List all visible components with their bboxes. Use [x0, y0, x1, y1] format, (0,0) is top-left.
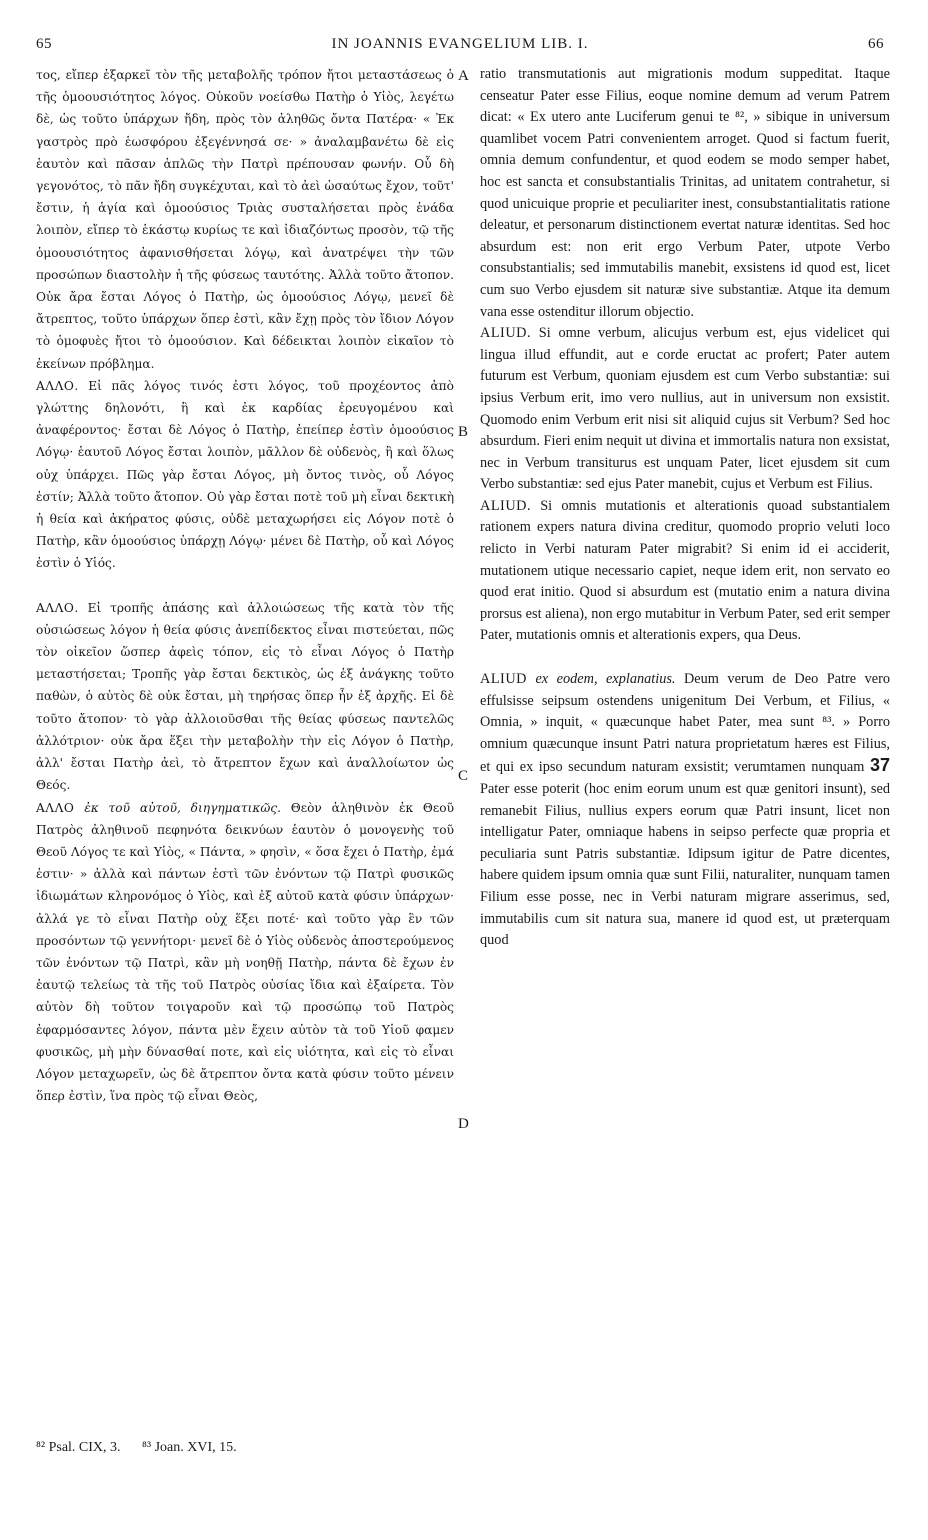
footnote-83: ⁸³ Joan. XVI, 15.: [142, 1440, 237, 1455]
page-number-left: 65: [36, 36, 52, 52]
greek-text-2: Εἰ πᾶς λόγος τινός ἐστι λόγος, τοῦ προχέοντος ἀπὸ γλώττης δηλονότι, ἢ καὶ ἐκ καρδίας ἐρευγομένου καὶ ἀναφέροντος· ἔσται δὲ Λόγος ὁ Πατὴρ, ἐπείπερ ἐστὶν ὁμοούσιος Λόγῳ· ἑαυτοῦ Λόγος ἔσται λοιπὸν, μᾶλλον δὲ οὐδενὸς, ἢ καὶ ὅλως οὐχ ὑπάρχει. Πῶς γὰρ ἔσται Λόγος, μὴ ὄντος τινὸς, οὗ Λόγος ἐστίν; Ἀλλὰ τοῦτο ἄτοπον. Οὐ γὰρ ἔσται ποτὲ τοῦ μὴ εἶναι δεκτικὴ ἡ θεία καὶ ἀκήρατος φύσις, οὐδὲ μεταχωρήσει εἰς Λόγον ποτὲ ὁ Πατὴρ, κἂν ὁμοούσιος ὑπάρχῃ Λόγῳ· μένει δὲ Πατὴρ, οὗ καὶ Λόγος ἐστὶν ὁ Υἱός.: [36, 378, 454, 571]
column-number: 37: [869, 755, 890, 776]
latin-text-4b: Pater esse poterit (hoc enim eorum unum est quæ genitori insunt), sed remanebit Filius, nullius expers eorum quæ Patri insunt, licet non intelligatur Pater, omniaque habens in seipso perfecte quæ propria et peculiaria sunt Patris substantiæ. Idipsum igitur de Patre dicentes, habere quidem ipsum omnia quæ sunt Filii, naturaliter, nunquam tamen Filium esse posse, nec in Verbi naturam migrare asserimus, sed, immutabilis cum sit natura sua, manere id quod est, ut præterquam quod: [480, 781, 890, 949]
latin-heading-3: ALIUD.: [480, 497, 532, 514]
latin-paragraph-1: ratio transmutationis aut migrationis modum suppeditat. Itaque censeatur Pater esse Filius, eoque nomine demum ad verum Patrem dicat: « Ex utero ante Luciferum genui te ⁸², » sibique in universum quamlibet vocem Patri convenientem arroget. Quod si factum fuerit, omnia demum confundentur, et quod eodem se modo semper habet, hoc est sancta et consubstantialis Trinitas, ad unitatem contrahetur, si quod unicuique proprie et peculiariter inest, consubstantialitatis ratione deleatur, et personarum distinctionem evertat naturæ identitas. Sed hoc absurdum est: non erit ergo Verbum Pater, utpote Verbo consubstantialis; sed immutabilis manebit, exsistens id quod est, licet cum suo Verbo ejusdem sit naturæ sive substantiæ. Atque ita demum vana esse ostenditur illorum objectio.: [480, 66, 890, 320]
footnote-82: ⁸² Psal. CIX, 3.: [36, 1440, 121, 1455]
greek-subheading-4: ἐκ τοῦ αὐτοῦ, διηγηματικῶς.: [74, 800, 281, 815]
latin-paragraph-4: [480, 669, 890, 952]
section-marker-d: D: [458, 1116, 469, 1132]
greek-heading-3: ΑΛΛΟ.: [36, 600, 79, 615]
greek-column: [36, 64, 454, 1107]
greek-text-4: Θεὸν ἀληθινὸν ἐκ Θεοῦ Πατρὸς ἀληθινοῦ πεφηνότα δεικνύων ἑαυτὸν ὁ μονογενὴς τοῦ Θεοῦ Λόγος τε καὶ Υἱὸς, « Πάντα, » φησὶν, « ὅσα ἔχει ὁ Πατὴρ, ἐμά ἐστιν· » ἀλλὰ καὶ πάντων ἐστὶ τῶν ἐνόντων τῷ Πατρὶ φυσικῶς ἰδιωμάτων κληρονόμος ὁ Υἱὸς, καὶ ἐξ αὐτοῦ κατὰ φύσιν ὑπάρχων· ἀλλά γε τὸ εἶναι Πατὴρ οὐχ ἕξει ποτέ· καὶ τοῦτο γὰρ ἓν τῶν προσόντων τῷ γεννήτορι· μενεῖ δὲ ὁ Υἱὸς οὐδενὸς ἀποστερούμενος τῶν ἐνόντων τῷ Πατρὶ, κἂν μὴ νοηθῇ Πατὴρ, πάντα δὲ ἔχων ἐν ἑαυτῷ τελείως τὰ τῆς τοῦ Πατρὸς οὐσίας ἴδια καὶ ἐξαίρετα. Τὸν αὐτὸν δὴ τοῦτον τοιγαροῦν καὶ τῷ προσώπῳ τοῦ Πατρὸς ἐφαρμόσαντες λόγον, πάντα μὲν ἔχειν αὐτὸν τὰ τοῦ Υἱοῦ φαμεν φυσικῶς, μὴ μὴν δύνασθαί ποτε, καὶ εἰς υἱότητα, καὶ εἰς τὸ εἶναι Λόγον μεταχωρεῖν, ὡς δὲ ἄτρεπτον ὄντα κατὰ φύσιν τοῦτο μένειν ὅπερ ἐστὶν, ἵνα πρὸς τῷ εἶναι Θεὸς,: [36, 800, 454, 1104]
greek-paragraph-3: [36, 597, 454, 797]
greek-heading-2: ΑΛΛΟ.: [36, 378, 79, 393]
running-header: [36, 36, 884, 60]
latin-paragraph-3: [480, 496, 890, 647]
greek-paragraph-1: τος, εἴπερ ἐξαρκεῖ τὸν τῆς μεταβολῆς τρόπον ἤτοι μεταστάσεως ὁ τῆς ὁμοουσιότητος λόγος. Οὐκοῦν νοείσθω Πατὴρ ὁ Υἱὸς, λεγέτω δὲ, ὡς τοῦτο ὑπάρχων ἤδη, πρὸς τὸν ἀληθῶς ὄντα Πατέρα· « Ἐκ γαστρὸς πρὸ ἑωσφόρου ἐξεγέννησά σε· » ἀναλαμβανέτω δὲ εἰς ἑαυτὸν καὶ πᾶσαν ἁπλῶς τὴν Πατρὶ πρέπουσαν φωνήν. Οὗ δὴ γεγονότος, τὸ πᾶν ἤδη συγκέχυται, καὶ τὸ ἀεὶ ὡσαύτως ἔχον, τοῦτ' ἔστιν, ἡ ἁγία καὶ ὁμοούσιος Τριὰς συσταλήσεται πρὸς ἑνάδα λοιπὸν, εἴπερ τὸ ἑκάστῳ κυρίως τε καὶ ἰδιαζόντως προσὸν, τῷ τῆς ὁμοουσιότητος ἀφανισθήσεται λόγῳ, καὶ ἀνατρέψει τὴν τῶν προσώπων διαστολὴν ἡ τῆς φύσεως ταυτότης. Ἀλλὰ τοῦτο ἄτοπον. Οὐκ ἄρα ἔσται Λόγος ὁ Πατὴρ, ὡς ὁμοούσιος Λόγῳ, μενεῖ δὲ ἄτρεπτος, τοῦτο ὑπάρχων ὅπερ ἐστὶ, κἂν ἔχῃ πρὸς τὸν ἴδιον Λόγον τὸ ὁμοφυὲς ἤτοι τὸ ὁμοούσιον. Καὶ δέδεικται λοιπὸν εἰκαῖον τὸ ἐκείνων πρόβλημα.: [36, 68, 454, 371]
footnotes: [36, 1440, 636, 1456]
latin-text-2: Si omne verbum, alicujus verbum est, ejus videlicet qui lingua illud effundit, aut e corde eructat ac profert; Pater autem futurum est Verbum, quoniam ejusdem est cum Verbo substantiæ: sui ipsius Verbum erit, imo vero nullius, aut in universum non exsistit. Quomodo enim Verbum erit nisi sit aliquid cujus sit Verbum? Sed hoc absurdum. Fieri enim nequit ut divina et immortalis natura non exsistat, nec in Verbum transiturus est unquam Pater, licet ejusdem sit cum Verbo substantiæ: sed ejus Pater manebit, cujus et Verbum est Filius.: [480, 325, 890, 493]
latin-subheading-4: ex eodem, explanatius.: [526, 671, 676, 688]
greek-heading-4: ΑΛΛΟ: [36, 800, 75, 815]
greek-paragraph-2: [36, 375, 454, 575]
greek-paragraph-4: [36, 797, 454, 1108]
latin-heading-4: ALIUD: [480, 671, 527, 688]
section-marker-a: A: [458, 68, 469, 84]
section-marker-b: B: [458, 424, 469, 440]
latin-column: [480, 64, 890, 952]
page-number-right: 66: [868, 36, 884, 52]
latin-text-3: Si omnis mutationis et alterationis quoad substantialem rationem expers natura divina creditur, quomodo proprio veluti loco relicto in Verbi naturam Pater migrabit? Si enim id ei acciderit, mutationem utique necessario capiet, neque idem erit, non servato eo quod erat initio. Quod si absurdum est (mutatio enim a natura divina prorsus est aliena), non ergo mutabitur in Verbum Pater, sed erit semper Pater, mutationis omnis et alterationis expers, qua Deus.: [480, 497, 890, 644]
latin-paragraph-2: [480, 323, 890, 496]
greek-text-3: Εἰ τροπῆς ἁπάσης καὶ ἀλλοιώσεως τῆς κατὰ τὸν τῆς οὐσιώσεως λόγον ἡ θεία φύσις ἀνεπίδεκτος εἶναι πιστεύεται, πῶς τὸν οἰκεῖον ὥσπερ ἀφεὶς τόπον, εἰς τὸ εἶναι Λόγος ὁ Πατὴρ μεταστήσεται; Τροπῆς γὰρ ἔσται δεκτικὸς, ὡς ἐξ ἀνάγκης τοῦτο παθὼν, ὁ αὐτὸς δὲ οὐκ ἔσται, μὴ τηρήσας ὅπερ ἦν ἐξ ἀρχῆς. Εἰ δὲ τοῦτο ἄτοπον· τὸ γὰρ ἀλλοιοῦσθαι τῆς θείας φύσεως παντελῶς ἀλλότριον· οὐκ ἄρα ἕξει τὴν μεταβολὴν τὴν εἰς Λόγον ὁ Πατὴρ, ἀλλ' ἔσται Πατὴρ ἀεὶ, τὸ ἄτρεπτον ἔχων καὶ ἀναλλοίωτον ὡς Θεός.: [36, 600, 454, 793]
running-title: IN JOANNIS EVANGELIUM LIB. I.: [331, 36, 589, 52]
latin-text-4a: Deum verum de Deo Patre vero effulsisse seipsum ostendens unigenitum Dei Verbum, et Filius, « Omnia, » inquit, « quæcunque habet Pater, mea sunt ⁸³. » Porro omnium quæcunque insunt Patri natura proprietatum hæres est Filius, et qui ex ipso secundum naturam exsistit; verumtamen nunquam: [480, 671, 890, 776]
section-marker-c: C: [458, 768, 469, 784]
latin-heading-2: ALIUD.: [480, 325, 532, 342]
